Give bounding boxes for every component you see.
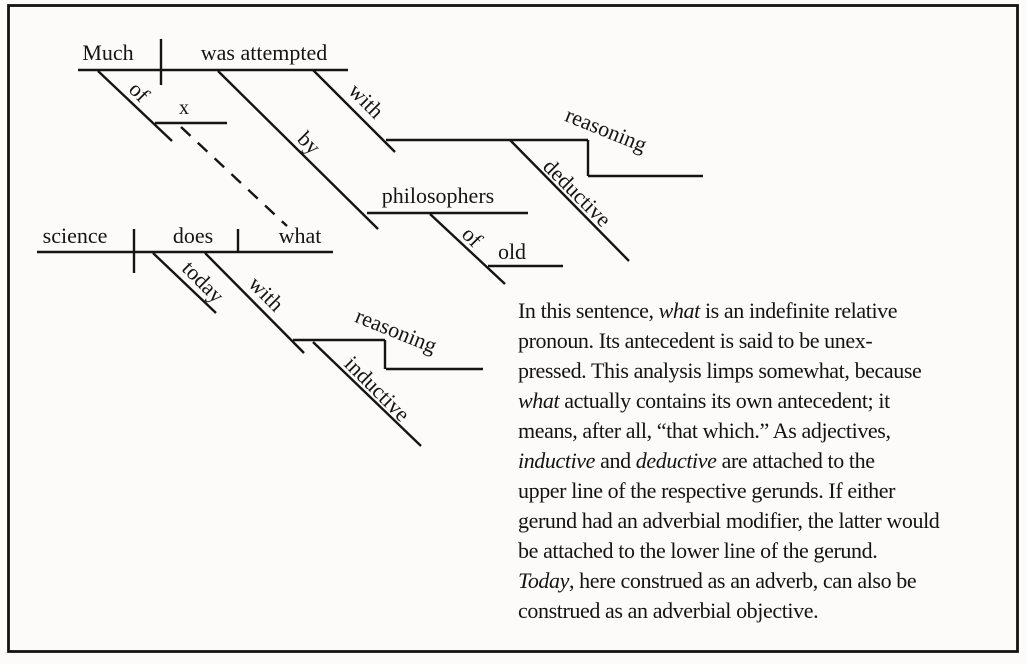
word-does: does: [172, 223, 214, 248]
paragraph-line: [518, 566, 1004, 596]
word-much: Much: [82, 40, 134, 65]
paragraph-line: [518, 416, 1004, 446]
paragraph-text: pronoun. Its antecedent is said to be unex-: [518, 328, 873, 353]
with-slant-lower: [205, 253, 304, 353]
word-x: x: [179, 97, 189, 119]
paragraph-text: In this sentence,: [518, 298, 659, 323]
paragraph-text: is an indefinite relative: [699, 298, 898, 323]
paragraph-text: actually contains its own antecedent; it: [559, 388, 890, 413]
word-by: by: [292, 126, 326, 160]
paragraph-text: pressed. This analysis limps somewhat, because: [518, 358, 922, 383]
word-what: what: [278, 223, 322, 248]
word-philosophers: philosophers: [381, 183, 495, 208]
italic-term: what: [658, 298, 700, 323]
paragraph-line: [518, 446, 1004, 476]
paragraph-text: be attached to the lower line of the gerund.: [518, 538, 878, 563]
paragraph-line: [518, 386, 1004, 416]
paragraph-line: [518, 596, 1004, 626]
paragraph-text: upper line of the respective gerunds. If either: [518, 478, 896, 503]
word-of-old: of: [457, 221, 488, 252]
paragraph-text: gerund had an adverbial modifier, the latter would: [518, 508, 940, 533]
word-inductive: inductive: [339, 350, 416, 427]
word-reasoning-upper: reasoning: [561, 101, 651, 158]
paragraph-text: are attached to the: [716, 448, 875, 473]
word-of-upper: of: [124, 76, 155, 107]
paragraph-text: construed as an adverbial objective.: [518, 598, 819, 623]
paragraph-line: [518, 506, 1004, 536]
italic-term: what: [518, 388, 560, 413]
paragraph-line: [518, 326, 1004, 356]
paragraph-line: [518, 476, 1004, 506]
word-reasoning-lower: reasoning: [351, 302, 441, 359]
commentary-paragraph: [518, 296, 1004, 626]
paragraph-line: [518, 296, 1004, 326]
word-today: today: [177, 255, 230, 308]
word-deductive: deductive: [538, 153, 617, 232]
paragraph-text: and: [595, 448, 636, 473]
paragraph-text: means, after all, “that which.” As adjectives,: [518, 418, 891, 443]
paragraph-line: [518, 356, 1004, 386]
word-old: old: [497, 239, 527, 264]
word-science: science: [42, 223, 108, 248]
italic-term: inductive: [518, 448, 596, 473]
word-was-attempted: was attempted: [200, 40, 328, 65]
word-with-upper: with: [343, 77, 390, 124]
paragraph-line: [518, 536, 1004, 566]
dashed-antecedent-link: [181, 127, 287, 226]
italic-term: Today: [518, 568, 569, 593]
paragraph-text: , here construed as an adverb, can also be: [568, 568, 917, 593]
italic-term: deductive: [635, 448, 717, 473]
word-with-lower: with: [243, 270, 290, 317]
